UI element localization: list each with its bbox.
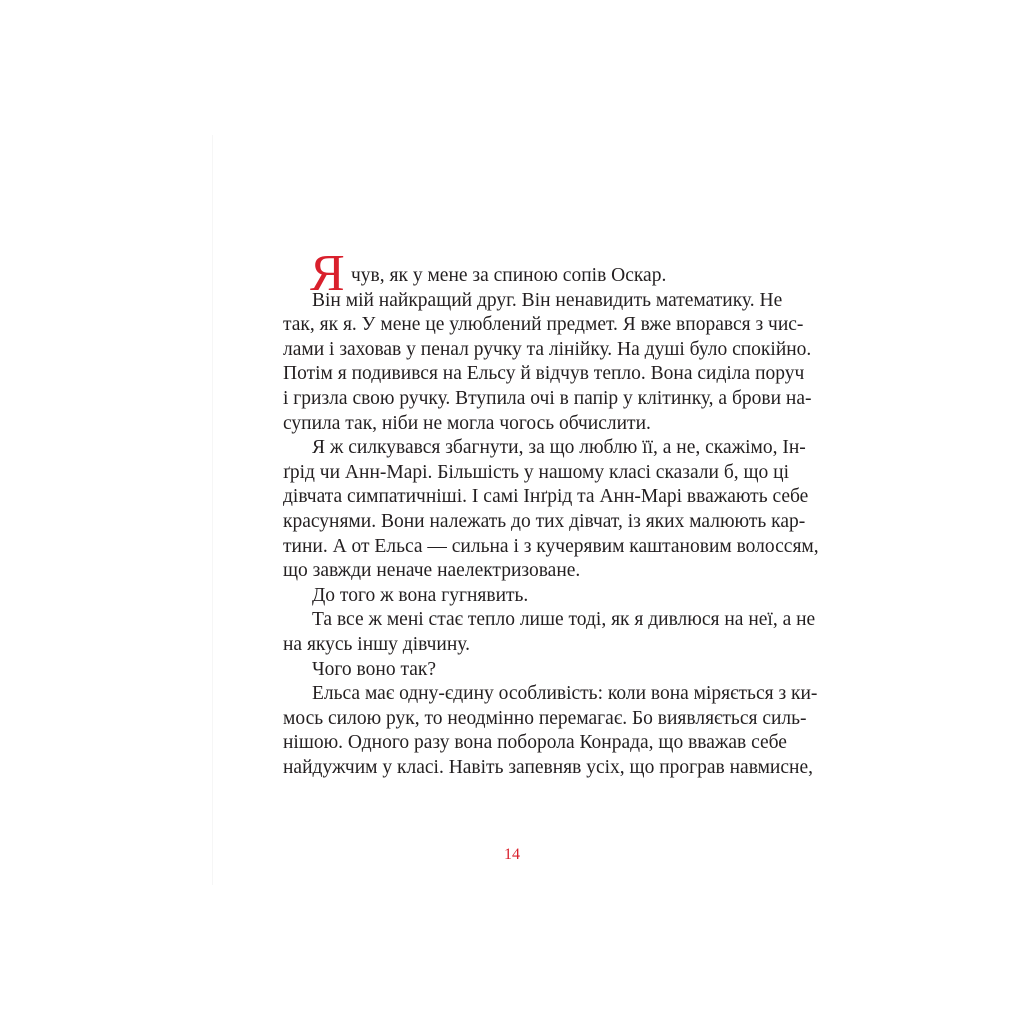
- text-line: Чого воно так?: [312, 658, 436, 680]
- text-line: Потім я подивився на Ельсу й відчув тепло. Вона сиділа поруч: [283, 363, 805, 385]
- text-line: мось силою рук, то неодмінно перемагає. Бо виявляється силь-: [283, 707, 807, 729]
- text-line: Я ж силкувався збагнути, за що люблю її, а не, скажімо, Ін-: [312, 437, 806, 459]
- text-line: так, як я. У мене це улюблений предмет. Я вже впорався з чис-: [283, 314, 804, 336]
- page-body-text: [283, 245, 819, 780]
- text-line: дівчата симпатичніші. І самі Інґрід та Анн-Марі вважають себе: [283, 486, 809, 508]
- text-line: красунями. Вони належать до тих дівчат, із яких малюють кар-: [283, 510, 806, 532]
- text-line: на якусь іншу дівчину.: [283, 633, 470, 655]
- text-line: ґрід чи Анн-Марі. Більшість у нашому класі сказали б, що ці: [283, 461, 790, 483]
- text-line: і гризла свою ручку. Втупила очі в папір у клітинку, а брови на-: [283, 387, 812, 409]
- text-line: що завжди неначе наелектризоване.: [283, 560, 581, 582]
- text-line: найдужчим у класі. Навіть запевняв усіх, що програв навмисне,: [283, 756, 813, 778]
- text-line: До того ж вона гугнявить.: [312, 584, 529, 606]
- text-line: лами і заховав у пенал ручку та лінійку. На душі було спокійно.: [283, 338, 812, 360]
- text-line: Ельса має одну-єдину особливість: коли вона міряється з ки-: [312, 683, 818, 705]
- text-line: нішою. Одного разу вона поборола Конрада, що вважав себе: [283, 732, 787, 754]
- text-line: Він мій найкращий друг. Він ненавидить математику. Не: [312, 289, 783, 311]
- text-line: тини. А от Ельса — сильна і з кучерявим каштановим волоссям,: [283, 535, 819, 557]
- text-line-content: чув, як у мене за спиною сопів Оскар.: [351, 265, 667, 286]
- page-number: 14: [504, 846, 520, 863]
- text-line: супила так, ніби не могла чогось обчислити.: [283, 412, 651, 434]
- drop-cap: Я: [310, 245, 345, 302]
- text-line: Та все ж мені стає тепло лише тоді, як я дивлюся на неї, а не: [312, 609, 816, 631]
